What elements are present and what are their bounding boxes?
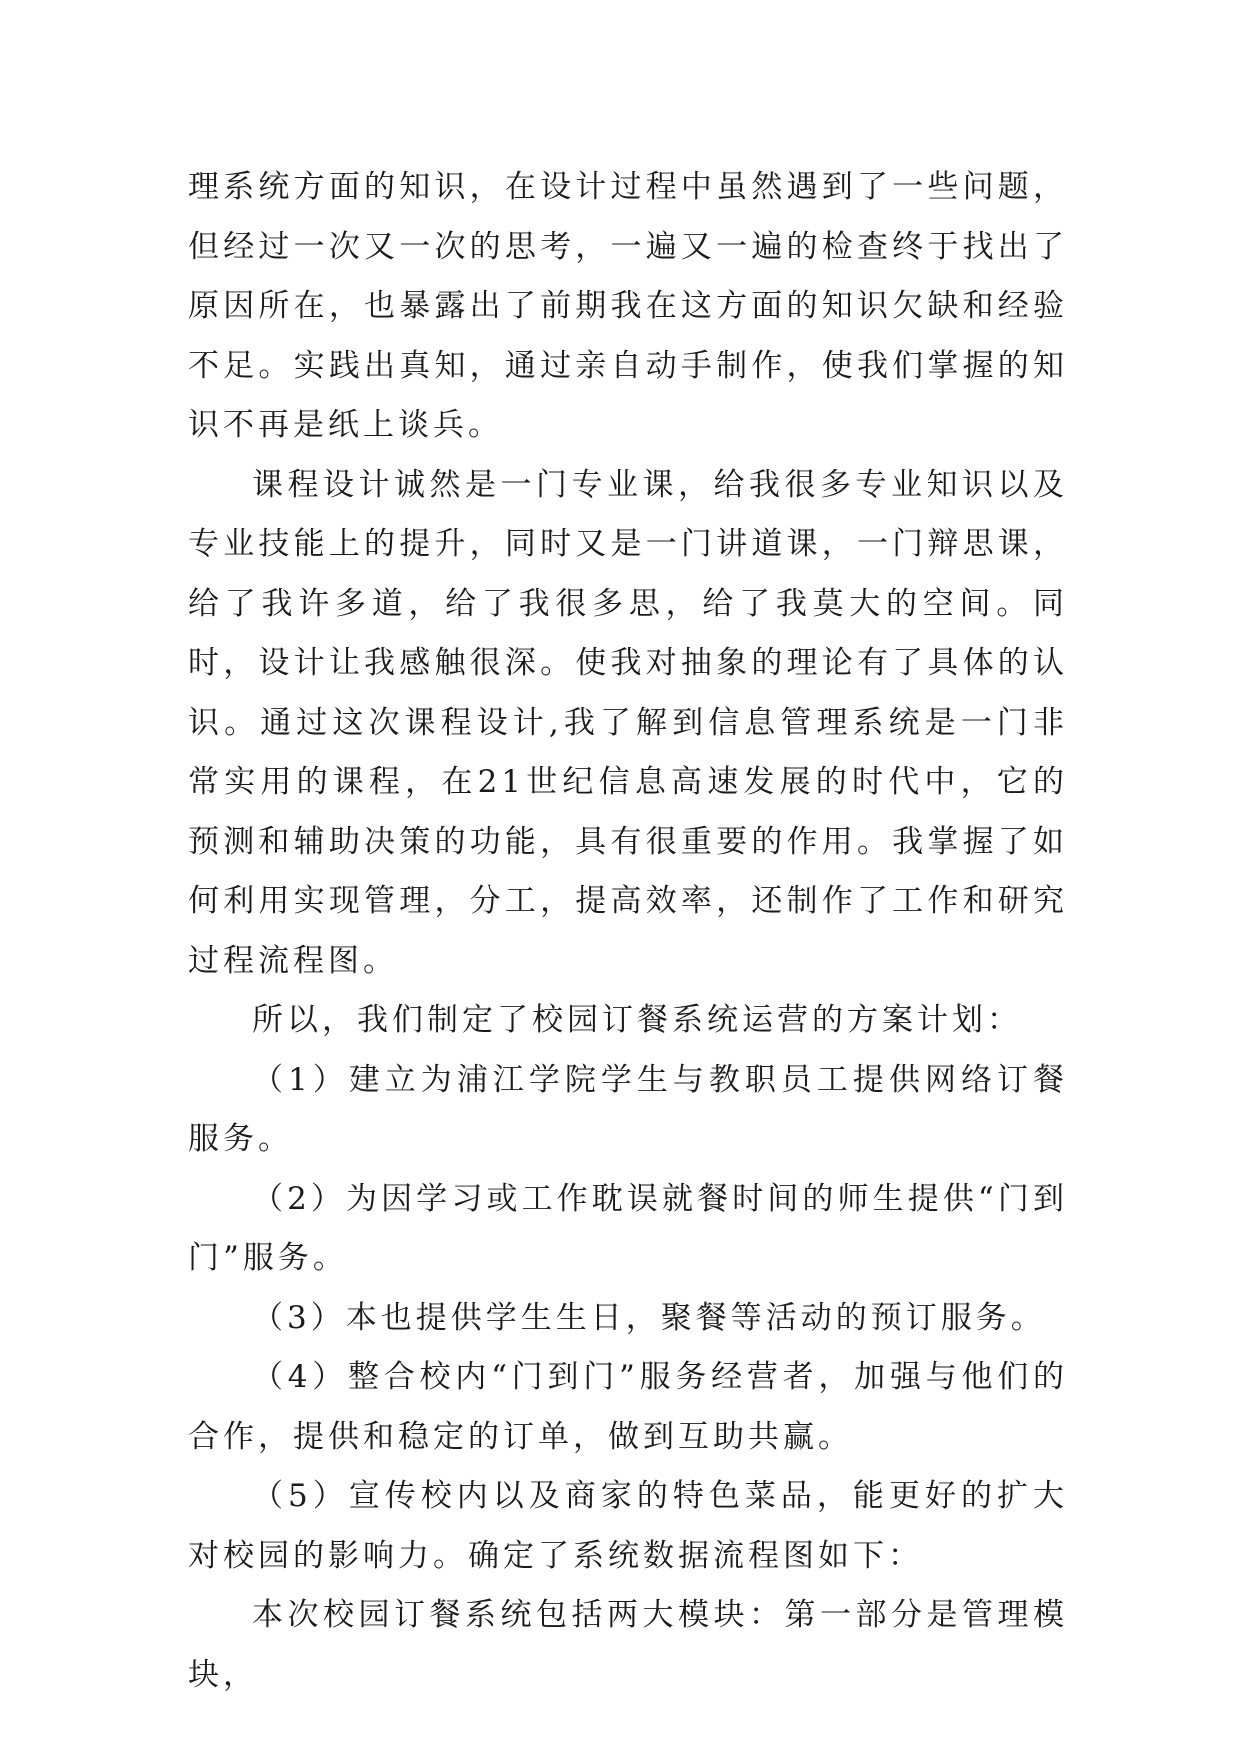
paragraph-plan-intro: 所以，我们制定了校园订餐系统运营的方案计划： (252, 1002, 1022, 1038)
plan-item-5: （5）宣传校内以及商家的特色菜品，能更好的扩大对校园的影响力。确定了系统数据流程图如下： (188, 1478, 1068, 1574)
plan-item-1: （1）建立为浦江学院学生与教职员工提供网络订餐服务。 (188, 1061, 1068, 1157)
plan-item-3: （3）本也提供学生生日，聚餐等活动的预订服务。 (252, 1299, 1046, 1336)
plan-item-2: （2）为因学习或工作耽误就餐时间的师生提供“门到门”服务。 (188, 1180, 1068, 1276)
paragraph-continuation: 理系统方面的知识，在设计过程中虽然遇到了一些问题，但经过一次又一次的思考，一遍又一遍的检查终于找出了原因所在，也暴露出了前期我在这方面的知识欠缺和经验不足。实践出真知，通过亲自动手制作，使我们掌握的知识不再是纸上谈兵。 (188, 169, 1068, 443)
paragraph-course-design: 课程设计诚然是一门专业课，给我很多专业知识以及专业技能上的提升，同时又是一门讲道课，一门辩思课，给了我许多道，给了我很多思，给了我莫大的空间。同时，设计让我感触很深。使我对抽象的理论有了具体的认识。通过这次课程设计,我了解到信息管理系统是一门非常实用的课程，在21世纪信息高速发展的时代中，它的预测和辅助决策的功能，具有很重要的作用。我掌握了如何利用实现管理，分工，提高效率，还制作了工作和研究过程流程图。 (188, 466, 1068, 979)
paragraph-modules: 本次校园订餐系统包括两大模块：第一部分是管理模块， (188, 1597, 1068, 1693)
plan-item-4: （4）整合校内“门到门”服务经营者，加强与他们的合作，提供和稳定的订单，做到互助共赢。 (188, 1359, 1068, 1455)
document-body (188, 158, 1068, 1705)
